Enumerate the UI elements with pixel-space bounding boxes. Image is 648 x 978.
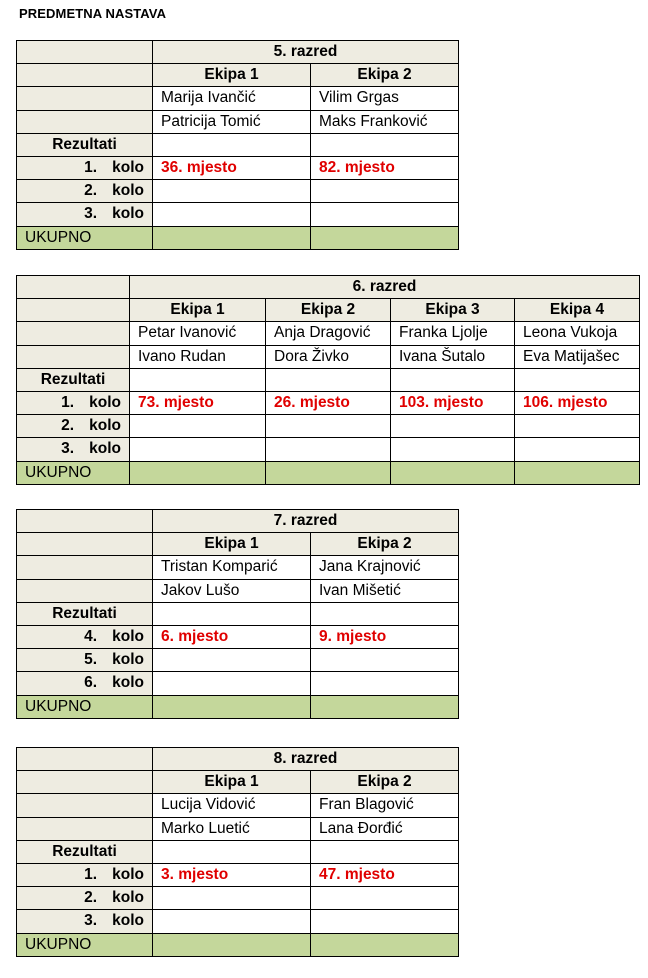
round-number: 1.: [84, 159, 98, 177]
member-name: Jakov Lušo: [153, 579, 311, 602]
empty-cell: [266, 368, 391, 391]
result-cell: 82. mjesto: [311, 156, 459, 179]
round-row: [17, 863, 459, 886]
corner-cell: [17, 510, 153, 533]
row-label: [17, 771, 153, 794]
round-number: 3.: [61, 440, 75, 458]
result-cell: 103. mjesto: [391, 391, 515, 414]
result-cell: [311, 203, 459, 226]
result-cell: [391, 438, 515, 461]
round-word: kolo: [112, 674, 144, 692]
member-name: Fran Blagović: [311, 794, 459, 817]
round-label: [17, 438, 130, 461]
empty-cell: [153, 840, 311, 863]
round-word: kolo: [112, 205, 144, 223]
member-name: Tristan Komparić: [153, 556, 311, 579]
team-header: Ekipa 2: [311, 64, 459, 87]
grade-table: [16, 509, 459, 719]
round-label: [17, 391, 130, 414]
empty-cell: [153, 133, 311, 156]
round-label: [17, 649, 153, 672]
result-cell: [153, 672, 311, 695]
round-word: kolo: [89, 440, 121, 458]
member-name: Marija Ivančić: [153, 87, 311, 110]
total-cell: [153, 695, 311, 718]
total-cell: [311, 695, 459, 718]
results-label: Rezultati: [17, 368, 130, 391]
member-name: Franka Ljolje: [391, 322, 515, 345]
team-header-row: [17, 64, 459, 87]
total-cell: [515, 461, 640, 484]
member-name: Maks Franković: [311, 110, 459, 133]
team-header-row: [17, 533, 459, 556]
total-cell: [391, 461, 515, 484]
result-cell: [130, 438, 266, 461]
grade-title: 8. razred: [153, 748, 459, 771]
results-label: Rezultati: [17, 133, 153, 156]
row-label: [17, 794, 153, 817]
member-name: Ivano Rudan: [130, 345, 266, 368]
team-header: Ekipa 4: [515, 299, 640, 322]
result-cell: [515, 415, 640, 438]
member-row: [17, 817, 459, 840]
total-cell: [130, 461, 266, 484]
total-cell: [266, 461, 391, 484]
member-name: Lana Đorđić: [311, 817, 459, 840]
member-name: Eva Matijašec: [515, 345, 640, 368]
member-name: Anja Dragović: [266, 322, 391, 345]
result-cell: 26. mjesto: [266, 391, 391, 414]
results-label: Rezultati: [17, 602, 153, 625]
member-row: [17, 322, 640, 345]
member-name: Patricija Tomić: [153, 110, 311, 133]
result-cell: 73. mjesto: [130, 391, 266, 414]
result-cell: [153, 649, 311, 672]
round-row: [17, 156, 459, 179]
results-header-row: [17, 368, 640, 391]
member-name: Dora Živko: [266, 345, 391, 368]
total-label: UKUPNO: [17, 695, 153, 718]
result-cell: [266, 415, 391, 438]
empty-cell: [153, 602, 311, 625]
row-label: [17, 556, 153, 579]
total-cell: [311, 226, 459, 249]
grade-row: [17, 41, 459, 64]
team-header: Ekipa 1: [153, 533, 311, 556]
team-header: Ekipa 1: [130, 299, 266, 322]
member-row: [17, 556, 459, 579]
round-label: [17, 415, 130, 438]
grade-title: 6. razred: [130, 276, 640, 299]
round-number: 1.: [84, 866, 98, 884]
round-label: [17, 863, 153, 886]
round-row: [17, 438, 640, 461]
round-word: kolo: [89, 417, 121, 435]
round-number: 2.: [61, 417, 75, 435]
result-cell: 3. mjesto: [153, 863, 311, 886]
total-cell: [311, 933, 459, 956]
round-row: [17, 180, 459, 203]
total-cell: [153, 933, 311, 956]
round-word: kolo: [112, 866, 144, 884]
member-row: [17, 579, 459, 602]
corner-cell: [17, 276, 130, 299]
result-cell: [153, 180, 311, 203]
round-word: kolo: [112, 628, 144, 646]
empty-cell: [311, 602, 459, 625]
total-row: [17, 695, 459, 718]
round-row: [17, 203, 459, 226]
team-header: Ekipa 1: [153, 64, 311, 87]
round-word: kolo: [112, 159, 144, 177]
round-number: 3.: [84, 205, 98, 223]
result-cell: [311, 887, 459, 910]
results-header-row: [17, 133, 459, 156]
page-heading: PREDMETNA NASTAVA: [19, 6, 167, 21]
round-label: [17, 910, 153, 933]
result-cell: [311, 180, 459, 203]
round-number: 4.: [84, 628, 98, 646]
empty-cell: [391, 368, 515, 391]
total-label: UKUPNO: [17, 933, 153, 956]
round-label: [17, 180, 153, 203]
result-cell: [266, 438, 391, 461]
round-number: 1.: [61, 394, 75, 412]
result-cell: 106. mjesto: [515, 391, 640, 414]
results-header-row: [17, 840, 459, 863]
team-header: Ekipa 2: [266, 299, 391, 322]
round-number: 5.: [84, 651, 98, 669]
row-label: [17, 579, 153, 602]
member-name: Leona Vukoja: [515, 322, 640, 345]
grade-title: 5. razred: [153, 41, 459, 64]
empty-cell: [311, 133, 459, 156]
total-label: UKUPNO: [17, 461, 130, 484]
member-row: [17, 110, 459, 133]
total-row: [17, 226, 459, 249]
round-label: [17, 625, 153, 648]
result-cell: [391, 415, 515, 438]
round-row: [17, 910, 459, 933]
round-word: kolo: [112, 651, 144, 669]
member-name: Marko Luetić: [153, 817, 311, 840]
member-row: [17, 794, 459, 817]
team-header: Ekipa 2: [311, 533, 459, 556]
round-number: 3.: [84, 912, 98, 930]
member-name: Jana Krajnović: [311, 556, 459, 579]
team-header: Ekipa 2: [311, 771, 459, 794]
empty-cell: [311, 840, 459, 863]
grade-table: [16, 747, 459, 957]
round-row: [17, 649, 459, 672]
row-label: [17, 345, 130, 368]
member-name: Vilim Grgas: [311, 87, 459, 110]
empty-cell: [130, 368, 266, 391]
round-word: kolo: [89, 394, 121, 412]
total-row: [17, 933, 459, 956]
member-name: Petar Ivanović: [130, 322, 266, 345]
result-cell: [515, 438, 640, 461]
member-name: Lucija Vidović: [153, 794, 311, 817]
result-cell: [130, 415, 266, 438]
grade-row: [17, 510, 459, 533]
round-number: 2.: [84, 889, 98, 907]
team-header: Ekipa 1: [153, 771, 311, 794]
grade-table: [16, 275, 640, 485]
row-label: [17, 817, 153, 840]
corner-cell: [17, 748, 153, 771]
round-word: kolo: [112, 182, 144, 200]
result-cell: [311, 672, 459, 695]
member-name: Ivan Mišetić: [311, 579, 459, 602]
grade-title: 7. razred: [153, 510, 459, 533]
empty-cell: [515, 368, 640, 391]
grade-row: [17, 748, 459, 771]
result-cell: 6. mjesto: [153, 625, 311, 648]
grade-row: [17, 276, 640, 299]
row-label: [17, 299, 130, 322]
row-label: [17, 322, 130, 345]
member-row: [17, 87, 459, 110]
round-row: [17, 625, 459, 648]
grade-table: [16, 40, 459, 250]
round-label: [17, 672, 153, 695]
row-label: [17, 87, 153, 110]
team-header-row: [17, 299, 640, 322]
round-word: kolo: [112, 889, 144, 907]
result-cell: [311, 910, 459, 933]
row-label: [17, 64, 153, 87]
result-cell: [153, 910, 311, 933]
result-cell: [311, 649, 459, 672]
total-row: [17, 461, 640, 484]
result-cell: [153, 203, 311, 226]
result-cell: 9. mjesto: [311, 625, 459, 648]
result-cell: 36. mjesto: [153, 156, 311, 179]
member-name: Ivana Šutalo: [391, 345, 515, 368]
round-row: [17, 672, 459, 695]
round-number: 2.: [84, 182, 98, 200]
round-row: [17, 887, 459, 910]
row-label: [17, 110, 153, 133]
result-cell: 47. mjesto: [311, 863, 459, 886]
round-label: [17, 887, 153, 910]
round-number: 6.: [84, 674, 98, 692]
round-label: [17, 203, 153, 226]
results-header-row: [17, 602, 459, 625]
results-label: Rezultati: [17, 840, 153, 863]
corner-cell: [17, 41, 153, 64]
team-header-row: [17, 771, 459, 794]
total-cell: [153, 226, 311, 249]
total-label: UKUPNO: [17, 226, 153, 249]
row-label: [17, 533, 153, 556]
member-row: [17, 345, 640, 368]
result-cell: [153, 887, 311, 910]
round-word: kolo: [112, 912, 144, 930]
round-row: [17, 415, 640, 438]
round-row: [17, 391, 640, 414]
round-label: [17, 156, 153, 179]
team-header: Ekipa 3: [391, 299, 515, 322]
